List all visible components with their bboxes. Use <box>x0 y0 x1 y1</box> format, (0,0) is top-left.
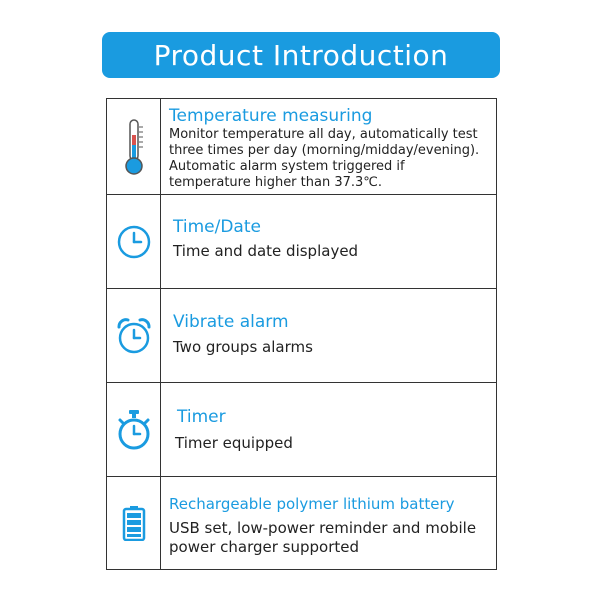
clock-icon <box>116 224 152 260</box>
feature-description: Timer equipped <box>175 434 293 452</box>
product-introduction-header <box>102 32 500 78</box>
feature-title: Rechargeable polymer lithium battery <box>169 495 455 513</box>
feature-icon-cell <box>107 383 161 476</box>
feature-title: Timer <box>177 407 226 427</box>
feature-icon-cell <box>107 477 161 569</box>
feature-table <box>106 98 497 570</box>
feature-row-vibrate-alarm <box>107 289 496 383</box>
thermometer-icon <box>121 117 147 177</box>
feature-description: USB set, low-power reminder and mobile power charger supported <box>169 519 477 556</box>
feature-description: Monitor temperature all day, automatically test three times per day (morning/midday/evening). Automatic alarm system triggered if temperature higher than 37.3℃. <box>169 127 480 190</box>
feature-description: Time and date displayed <box>173 242 359 260</box>
page-title: Product Introduction <box>153 38 449 72</box>
feature-row-battery <box>107 477 496 569</box>
feature-row-time-date <box>107 195 496 289</box>
feature-title: Temperature measuring <box>169 106 373 126</box>
feature-icon-cell <box>107 195 161 288</box>
feature-title: Vibrate alarm <box>173 312 289 332</box>
feature-title: Time/Date <box>173 217 261 237</box>
feature-row-temperature <box>107 99 496 195</box>
feature-icon-cell <box>107 99 161 194</box>
battery-icon <box>122 505 146 541</box>
alarm-clock-icon <box>114 316 154 356</box>
feature-row-timer <box>107 383 496 477</box>
stopwatch-icon <box>115 409 153 451</box>
feature-icon-cell <box>107 289 161 382</box>
feature-description: Two groups alarms <box>173 338 313 356</box>
